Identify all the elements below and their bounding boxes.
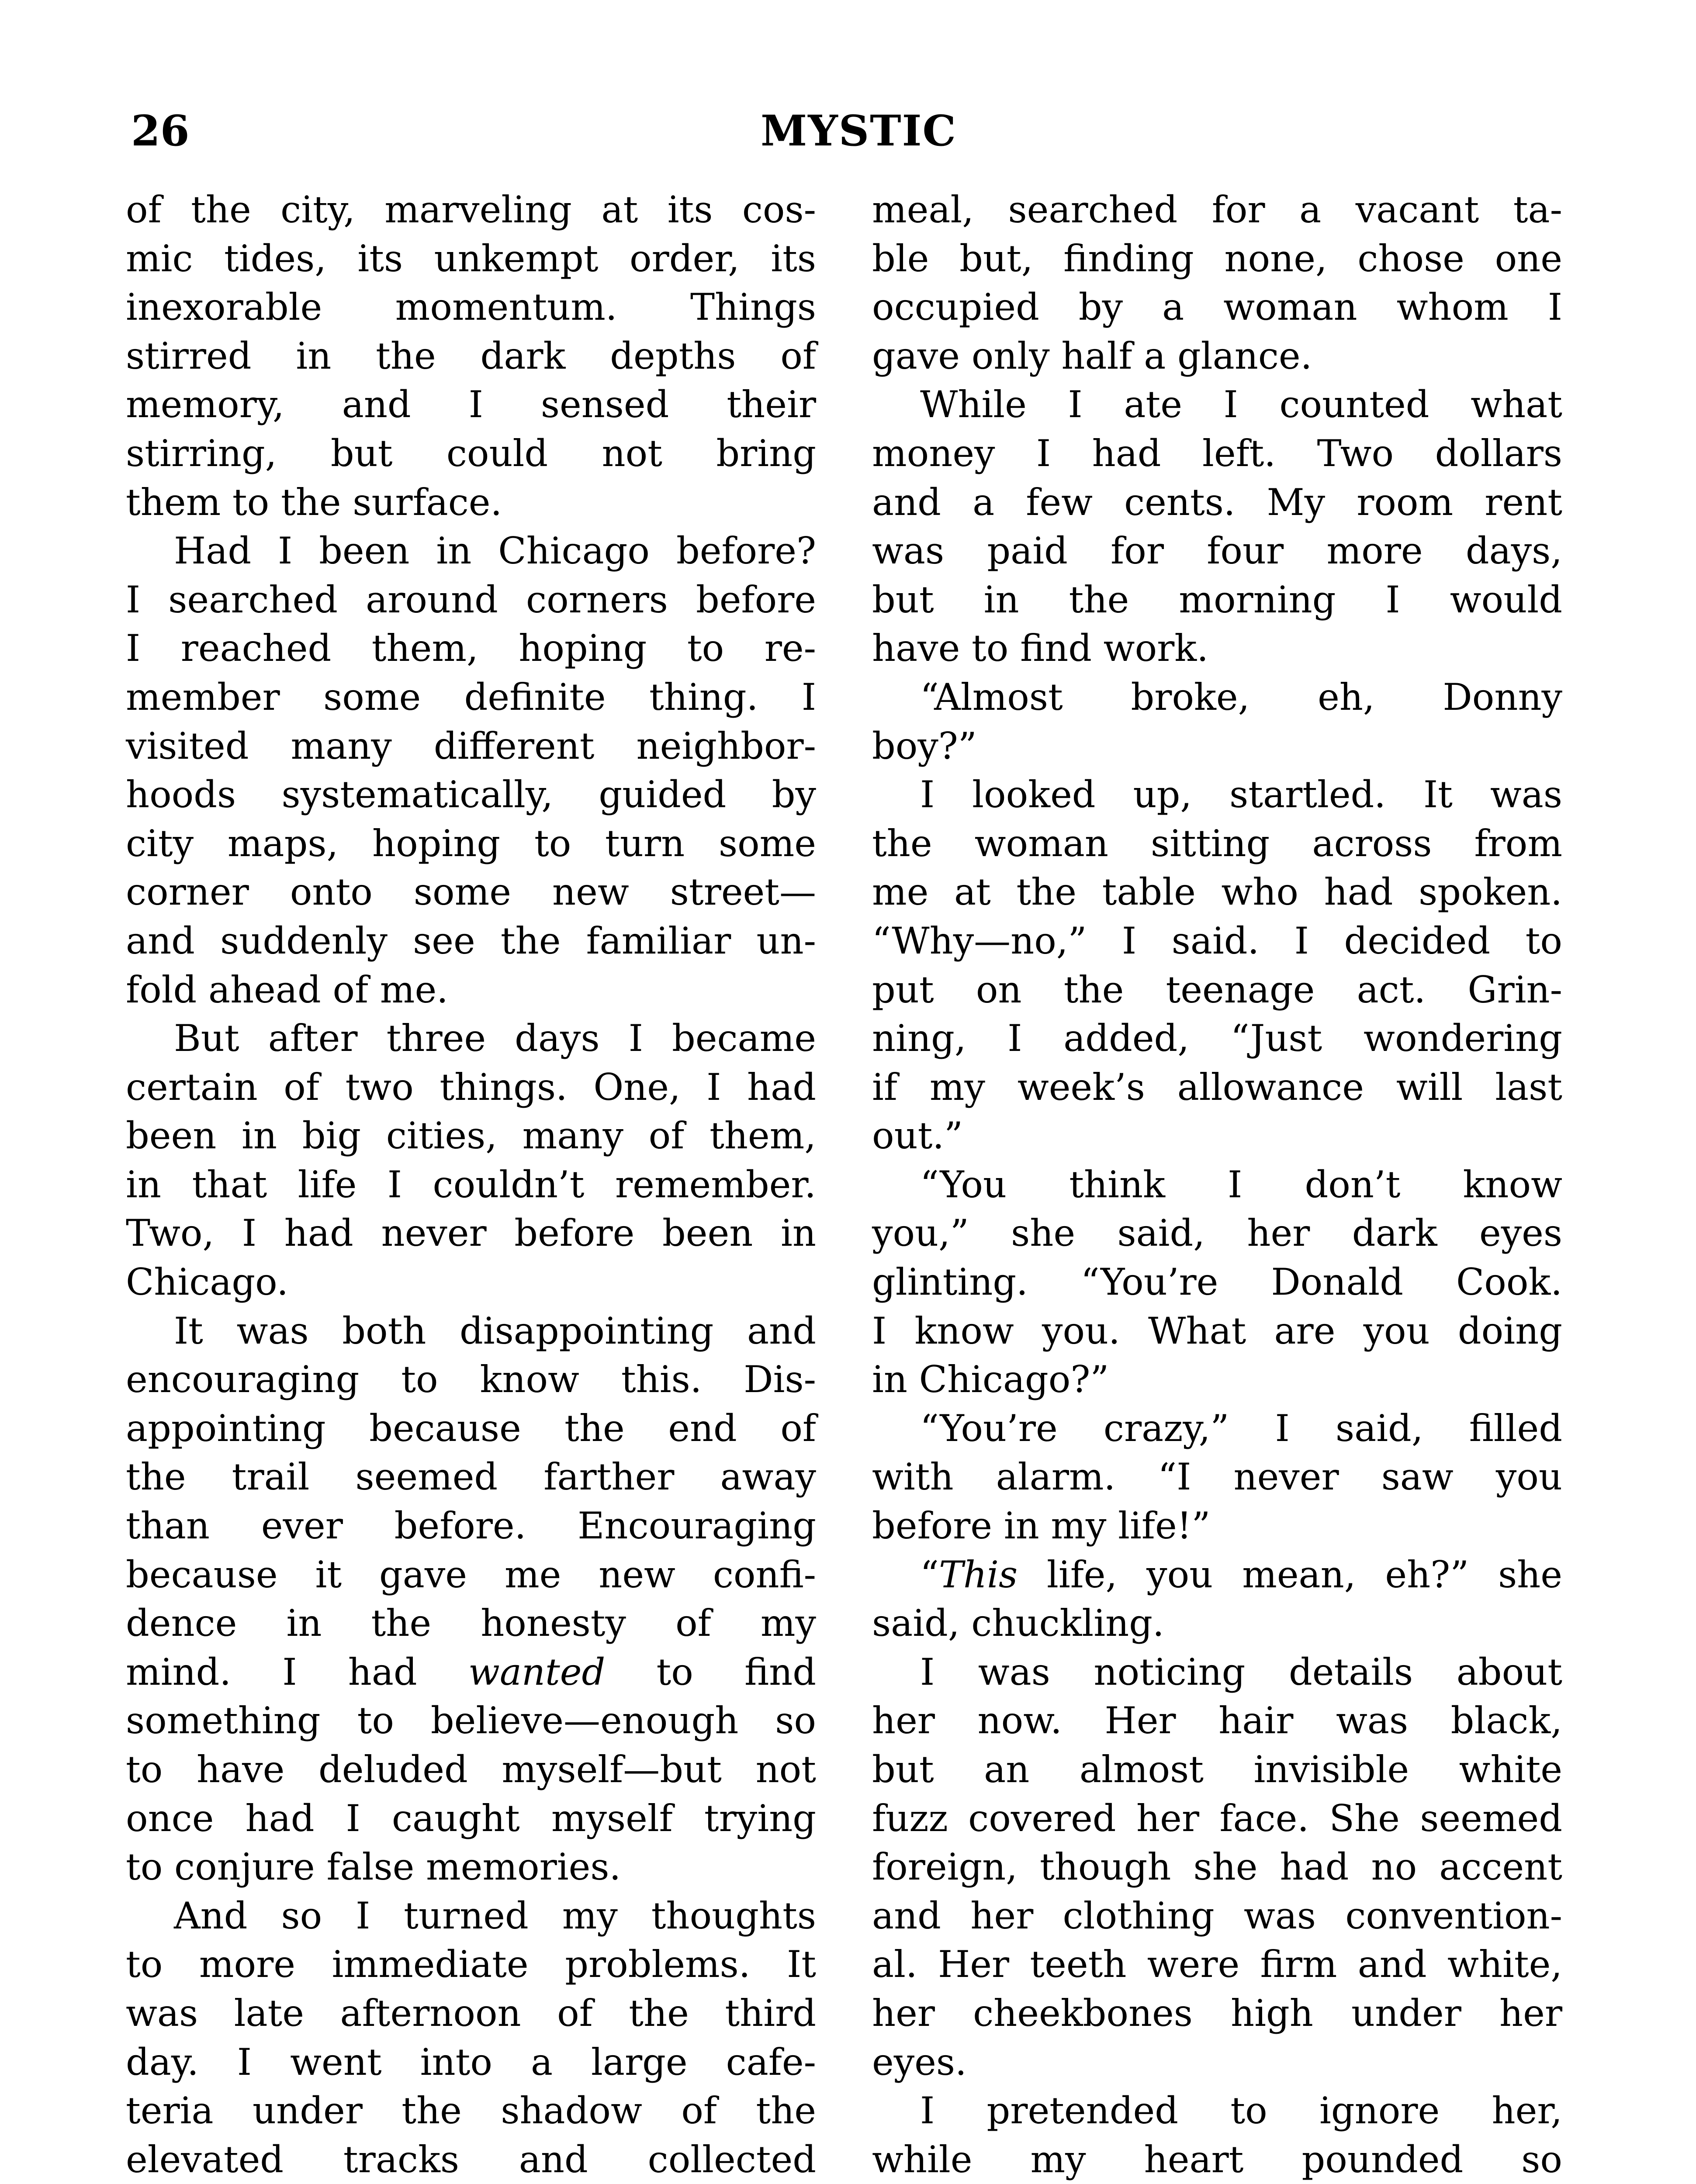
text-line: al. Her teeth were firm and white,: [872, 1943, 1562, 1986]
text-line: glinting. “You’re Donald Cook.: [872, 1261, 1562, 1304]
text-line: “Why—no,” I said. I decided to: [872, 919, 1562, 962]
text-line: eyes.: [872, 2040, 967, 2084]
text-line: teria under the shadow of the: [126, 2089, 816, 2132]
text-line: mind. I had wanted to find: [126, 1650, 816, 1693]
text-line: of the city, marveling at its cos-: [126, 188, 816, 231]
text-line: day. I went into a large cafe-: [126, 2040, 816, 2084]
text-line: than ever before. Encouraging: [126, 1504, 816, 1548]
text-line: meal, searched for a vacant ta-: [872, 188, 1562, 231]
text-line: I looked up, startled. It was: [920, 773, 1562, 816]
text-column-left: [126, 186, 816, 2184]
text-line: them to the surface.: [126, 480, 502, 524]
text-line: her now. Her hair was black,: [872, 1699, 1562, 1742]
text-line: if my week’s allowance will last: [872, 1065, 1562, 1109]
text-line: out.”: [872, 1114, 963, 1158]
text-line: inexorable momentum. Things: [126, 286, 816, 329]
text-line: ble but, finding none, chose one: [872, 237, 1562, 280]
text-line: But after three days I became: [174, 1017, 816, 1060]
text-line: once had I caught myself trying: [126, 1797, 816, 1840]
text-line: put on the teenage act. Grin-: [872, 968, 1562, 1011]
text-line: Had I been in Chicago before?: [174, 529, 816, 573]
text-line: fold ahead of me.: [126, 968, 448, 1011]
text-line: with alarm. “I never saw you: [872, 1455, 1562, 1499]
text-line: I searched around corners before: [126, 578, 816, 621]
text-line: It was both disappointing and: [174, 1309, 816, 1352]
text-line: I know you. What are you doing: [872, 1309, 1562, 1352]
text-line: While I ate I counted what: [920, 383, 1562, 426]
text-line: certain of two things. One, I had: [126, 1065, 816, 1109]
text-line: “Almost broke, eh, Donny: [920, 675, 1562, 719]
text-line: was paid for four more days,: [872, 529, 1562, 573]
text-line: in that life I couldn’t remember.: [126, 1163, 816, 1206]
text-line: “You’re crazy,” I said, filled: [920, 1406, 1562, 1450]
text-line: fuzz covered her face. She seemed: [872, 1797, 1562, 1840]
text-line: to more immediate problems. It: [126, 1943, 816, 1986]
text-line: to conjure false memories.: [126, 1845, 621, 1889]
text-line: I was noticing details about: [920, 1650, 1562, 1693]
text-line: gave only half a glance.: [872, 334, 1312, 377]
text-line: I reached them, hoping to re-: [126, 627, 816, 670]
text-line: because it gave me new confi-: [126, 1553, 816, 1596]
text-line: “This life, you mean, eh?” she: [920, 1553, 1562, 1596]
text-line: visited many different neighbor-: [126, 724, 816, 767]
text-line: and her clothing was convention-: [872, 1894, 1562, 1937]
text-line: occupied by a woman whom I: [872, 286, 1562, 329]
text-line: And so I turned my thoughts: [174, 1894, 816, 1937]
text-line: member some definite thing. I: [126, 675, 816, 719]
text-column-right: [872, 186, 1562, 2184]
text-line: I pretended to ignore her,: [920, 2089, 1562, 2132]
text-line: but an almost invisible white: [872, 1748, 1562, 1791]
text-line: memory, and I sensed their: [126, 383, 816, 426]
text-line: and suddenly see the familiar un-: [126, 919, 816, 962]
text-line: the trail seemed farther away: [126, 1455, 816, 1499]
text-line: Chicago.: [126, 1261, 288, 1304]
text-line: something to believe—enough so: [126, 1699, 816, 1742]
text-line: dence in the honesty of my: [126, 1602, 816, 1645]
text-line: before in my life!”: [872, 1504, 1211, 1548]
text-line: while my heart pounded so: [872, 2138, 1562, 2181]
text-line: and a few cents. My room rent: [872, 480, 1562, 524]
text-line: Two, I had never before been in: [126, 1212, 816, 1255]
text-line: been in big cities, many of them,: [126, 1114, 816, 1158]
text-line: the woman sitting across from: [872, 822, 1562, 865]
text-line: to have deluded myself—but not: [126, 1748, 816, 1791]
text-line: mic tides, its unkempt order, its: [126, 237, 816, 280]
text-line: stirring, but could not bring: [126, 432, 816, 475]
text-line: boy?”: [872, 724, 977, 767]
text-line: her cheekbones high under her: [872, 1991, 1562, 2035]
text-line: you,” she said, her dark eyes: [872, 1212, 1562, 1255]
text-line: “You think I don’t know: [920, 1163, 1562, 1206]
text-line: have to find work.: [872, 627, 1208, 670]
text-line: money I had left. Two dollars: [872, 432, 1562, 475]
text-line: was late afternoon of the third: [126, 1991, 816, 2035]
text-line: appointing because the end of: [126, 1406, 816, 1450]
text-line: hoods systematically, guided by: [126, 773, 816, 816]
text-line: ning, I added, “Just wondering: [872, 1017, 1562, 1060]
text-line: foreign, though she had no accent: [872, 1845, 1562, 1889]
text-line: encouraging to know this. Dis-: [126, 1358, 816, 1401]
page-header: [0, 105, 1696, 157]
text-line: stirred in the dark depths of: [126, 334, 816, 377]
page-number: 26: [131, 106, 190, 156]
text-line: in Chicago?”: [872, 1358, 1109, 1401]
text-line: but in the morning I would: [872, 578, 1562, 621]
text-line: elevated tracks and collected: [126, 2138, 816, 2181]
text-line: said, chuckling.: [872, 1602, 1164, 1645]
text-line: corner onto some new street—: [126, 871, 816, 914]
running-head-title: MYSTIC: [761, 106, 957, 156]
text-line: me at the table who had spoken.: [872, 871, 1562, 914]
text-line: city maps, hoping to turn some: [126, 822, 816, 865]
